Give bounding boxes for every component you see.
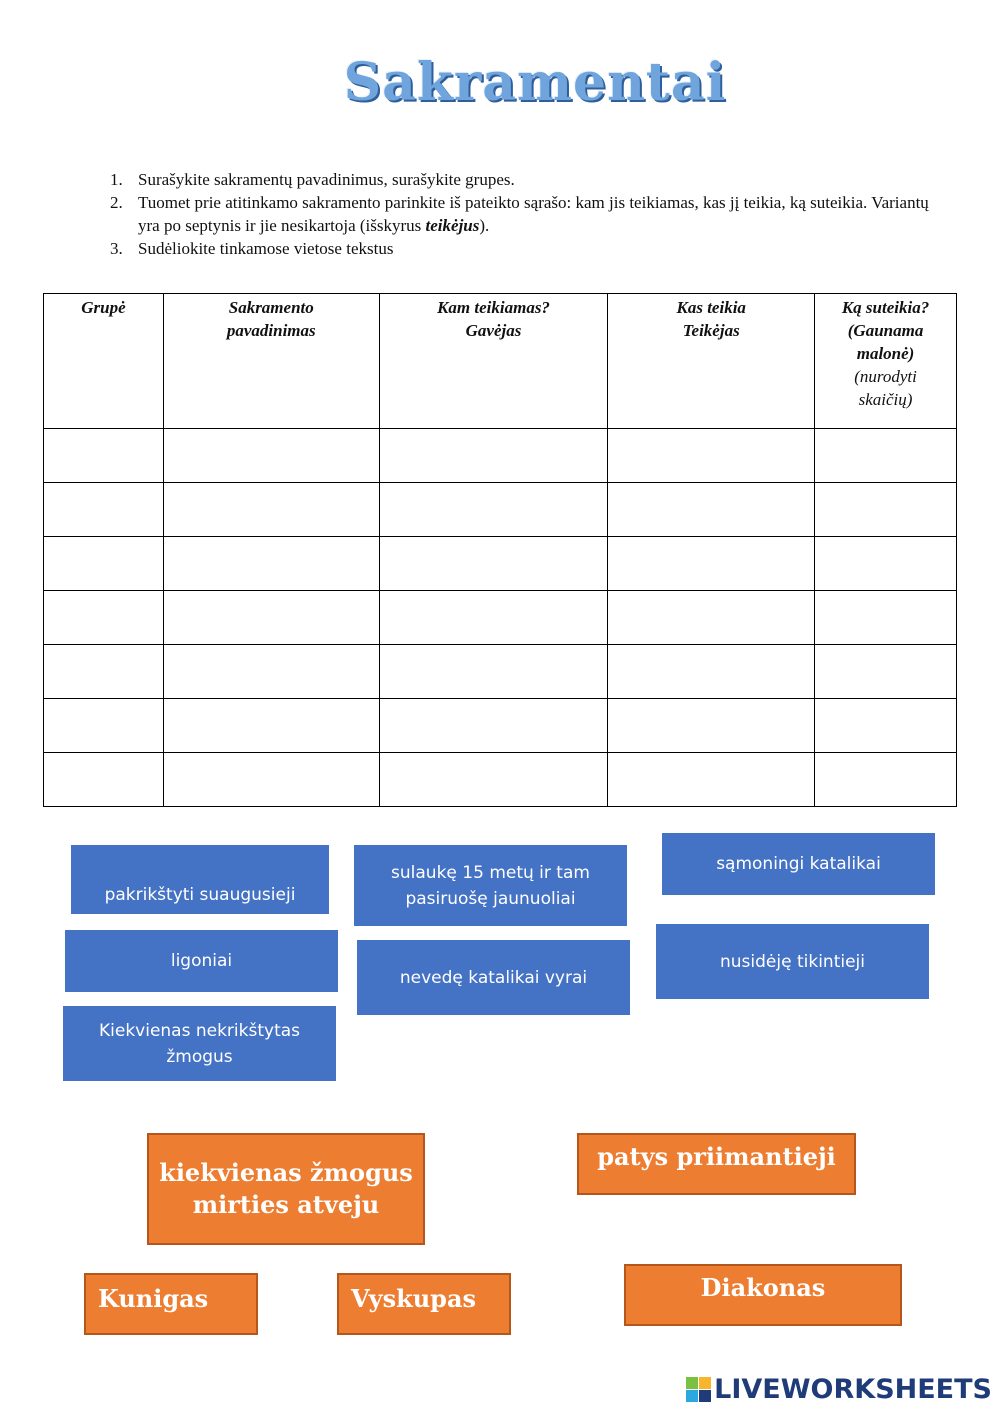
logo-icon bbox=[686, 1377, 711, 1402]
header-receiver: Kam teikiamas? Gavėjas bbox=[379, 294, 608, 429]
table-row bbox=[44, 591, 957, 645]
drop-cell[interactable] bbox=[379, 753, 608, 807]
giver-card[interactable]: Diakonas bbox=[624, 1264, 902, 1326]
drop-cell[interactable] bbox=[608, 591, 815, 645]
drop-cell[interactable] bbox=[815, 537, 957, 591]
giver-card[interactable]: Vyskupas bbox=[337, 1273, 511, 1335]
drop-cell[interactable] bbox=[44, 591, 164, 645]
drop-cell[interactable] bbox=[163, 537, 379, 591]
drop-cell[interactable] bbox=[44, 537, 164, 591]
drop-cell[interactable] bbox=[379, 483, 608, 537]
drop-cell[interactable] bbox=[608, 753, 815, 807]
giver-card[interactable]: Kunigas bbox=[84, 1273, 258, 1335]
instruction-number: 2. bbox=[110, 193, 123, 212]
drop-cell[interactable] bbox=[44, 483, 164, 537]
logo-text: LIVEWORKSHEETS bbox=[714, 1374, 992, 1405]
drop-cell[interactable] bbox=[608, 645, 815, 699]
drop-cell[interactable] bbox=[44, 645, 164, 699]
receiver-card[interactable]: ligoniai bbox=[65, 930, 338, 992]
header-group: Grupė bbox=[44, 294, 164, 429]
drop-cell[interactable] bbox=[44, 699, 164, 753]
receiver-card[interactable]: sąmoningi katalikai bbox=[662, 833, 935, 895]
drop-cell[interactable] bbox=[815, 699, 957, 753]
drop-cell[interactable] bbox=[44, 753, 164, 807]
instruction-item bbox=[110, 168, 950, 191]
instructions-list bbox=[110, 168, 950, 260]
table-row bbox=[44, 699, 957, 753]
drop-cell[interactable] bbox=[163, 753, 379, 807]
receiver-card[interactable]: pakrikštyti suaugusieji bbox=[71, 845, 329, 914]
sacraments-table bbox=[43, 293, 957, 807]
receiver-card[interactable]: Kiekvienas nekrikštytas žmogus bbox=[63, 1006, 336, 1081]
drop-cell[interactable] bbox=[815, 645, 957, 699]
table-row bbox=[44, 645, 957, 699]
drop-cell[interactable] bbox=[815, 591, 957, 645]
drop-cell[interactable] bbox=[608, 699, 815, 753]
instruction-number: 3. bbox=[110, 239, 123, 258]
drop-cell[interactable] bbox=[815, 483, 957, 537]
instruction-text: Surašykite sakramentų pavadinimus, surašykite grupes. bbox=[138, 170, 515, 189]
drop-cell[interactable] bbox=[815, 429, 957, 483]
receiver-card[interactable]: sulaukę 15 metų ir tam pasiruošę jaunuoliai bbox=[354, 845, 627, 926]
drop-cell[interactable] bbox=[379, 645, 608, 699]
drop-cell[interactable] bbox=[379, 591, 608, 645]
giver-card[interactable]: patys priimantieji bbox=[577, 1133, 856, 1195]
instruction-text: Sudėliokite tinkamose vietose tekstus bbox=[138, 239, 394, 258]
drop-cell[interactable] bbox=[163, 483, 379, 537]
receiver-card[interactable]: nusidėję tikintieji bbox=[656, 924, 929, 999]
drop-cell[interactable] bbox=[608, 429, 815, 483]
instruction-item bbox=[110, 191, 950, 237]
header-sacrament-name: Sakramento pavadinimas bbox=[163, 294, 379, 429]
table-row bbox=[44, 429, 957, 483]
drop-cell[interactable] bbox=[815, 753, 957, 807]
header-grace: Ką suteikia? (Gaunama malonė) (nurodyti skaičių) bbox=[815, 294, 957, 429]
drop-cell[interactable] bbox=[163, 645, 379, 699]
table-header-row bbox=[44, 294, 957, 429]
instruction-item bbox=[110, 237, 950, 260]
instruction-text: Tuomet prie atitinkamo sakramento parinkite iš pateikto sąrašo: kam jis teikiamas, kas jį teikia, ką suteikia. Variantų yra po septynis ir jie nesikartoja (išskyrus bbox=[138, 193, 929, 235]
drop-cell[interactable] bbox=[163, 429, 379, 483]
instruction-text: ). bbox=[479, 216, 490, 235]
page-title: Sakramentai bbox=[343, 52, 727, 113]
header-giver: Kas teikia Teikėjas bbox=[608, 294, 815, 429]
receiver-card[interactable]: nevedę katalikai vyrai bbox=[357, 940, 630, 1015]
table-row bbox=[44, 483, 957, 537]
drop-cell[interactable] bbox=[608, 483, 815, 537]
drop-cell[interactable] bbox=[163, 591, 379, 645]
drop-cell[interactable] bbox=[379, 537, 608, 591]
drop-cell[interactable] bbox=[379, 429, 608, 483]
instruction-emphasis: teikėjus bbox=[425, 216, 480, 235]
drop-cell[interactable] bbox=[608, 537, 815, 591]
liveworksheets-logo bbox=[686, 1374, 992, 1405]
drop-cell[interactable] bbox=[44, 429, 164, 483]
giver-card[interactable]: kiekvienas žmogus mirties atveju bbox=[147, 1133, 425, 1245]
table-row bbox=[44, 753, 957, 807]
drop-cell[interactable] bbox=[163, 699, 379, 753]
table-row bbox=[44, 537, 957, 591]
instruction-number: 1. bbox=[110, 170, 123, 189]
drop-cell[interactable] bbox=[379, 699, 608, 753]
